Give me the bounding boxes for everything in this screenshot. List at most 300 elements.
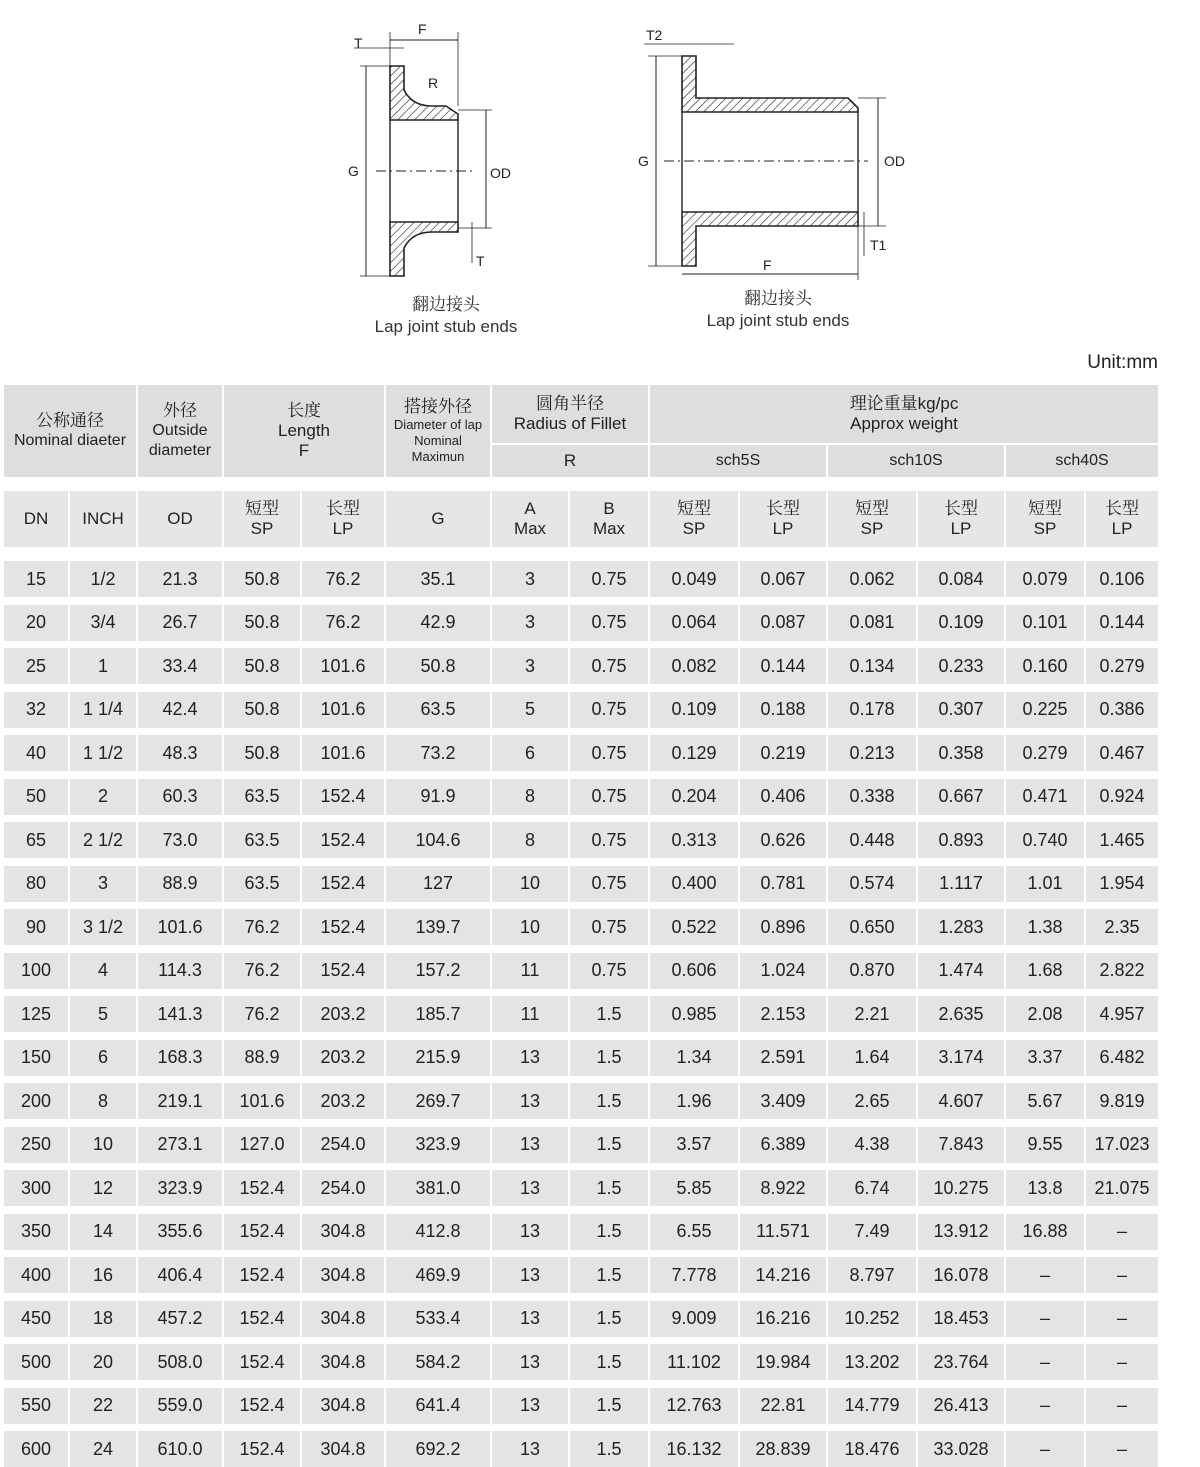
table-cell: 150 bbox=[4, 1040, 70, 1076]
col-sch10s-lp-cn: 长型 bbox=[944, 499, 978, 518]
table-cell: 2 bbox=[70, 779, 138, 815]
table-cell: 1.5 bbox=[570, 1344, 650, 1380]
table-cell: 0.067 bbox=[740, 561, 828, 597]
table-cell: 0.219 bbox=[740, 735, 828, 771]
table-cell: 50.8 bbox=[224, 561, 302, 597]
table-cell: 0.279 bbox=[1006, 735, 1086, 771]
table-cell: 6.389 bbox=[740, 1127, 828, 1163]
table-cell: 0.75 bbox=[570, 648, 650, 684]
weight-header-cn: 理论重量kg/pc bbox=[849, 394, 959, 413]
nominal-header-cn: 公称通径 bbox=[36, 411, 104, 430]
sch10s-header: sch10S bbox=[828, 445, 1006, 479]
table-row bbox=[4, 1344, 1160, 1380]
table-cell: 152.4 bbox=[224, 1344, 302, 1380]
col-sch40s-lp-cn: 长型 bbox=[1105, 499, 1139, 518]
table-cell: 0.188 bbox=[740, 692, 828, 728]
col-sch10s-sp-en: SP bbox=[860, 519, 884, 538]
table-cell: 304.8 bbox=[302, 1388, 386, 1424]
col-od: OD bbox=[138, 491, 224, 549]
dim-t-bottom-label: T bbox=[476, 253, 485, 269]
table-cell: 9.819 bbox=[1086, 1083, 1160, 1119]
table-cell: 18.453 bbox=[918, 1301, 1006, 1337]
col-sch10s-lp bbox=[918, 491, 1006, 549]
table-cell: 3 bbox=[492, 605, 570, 641]
dim-od-label: OD bbox=[884, 153, 905, 169]
table-cell: 0.781 bbox=[740, 866, 828, 902]
table-cell: 0.75 bbox=[570, 866, 650, 902]
table-cell: 1/2 bbox=[70, 561, 138, 597]
table-cell: 273.1 bbox=[138, 1127, 224, 1163]
length-header-f: F bbox=[298, 441, 310, 460]
table-cell: 152.4 bbox=[302, 953, 386, 989]
col-g: G bbox=[386, 491, 492, 549]
table-cell: 13 bbox=[492, 1127, 570, 1163]
table-cell: 200 bbox=[4, 1083, 70, 1119]
table-cell: 3.409 bbox=[740, 1083, 828, 1119]
table-cell: 412.8 bbox=[386, 1214, 492, 1250]
col-len-lp bbox=[302, 491, 386, 549]
table-cell: 21.075 bbox=[1086, 1170, 1160, 1206]
table-cell: – bbox=[1086, 1344, 1160, 1380]
table-cell: 76.2 bbox=[224, 909, 302, 945]
table-cell: 6 bbox=[70, 1040, 138, 1076]
table-cell: – bbox=[1006, 1301, 1086, 1337]
table-cell: 9.009 bbox=[650, 1301, 740, 1337]
table-cell: 0.75 bbox=[570, 822, 650, 858]
table-cell: 10.275 bbox=[918, 1170, 1006, 1206]
col-sch40s-sp-cn: 短型 bbox=[1028, 499, 1062, 518]
table-row bbox=[4, 909, 1160, 945]
table-cell: 1 1/2 bbox=[70, 735, 138, 771]
table-cell: 0.109 bbox=[650, 692, 740, 728]
table-cell: 13 bbox=[492, 1257, 570, 1293]
table-cell: 0.896 bbox=[740, 909, 828, 945]
table-cell: 1.024 bbox=[740, 953, 828, 989]
col-len-sp-en: SP bbox=[250, 519, 274, 538]
table-cell: 13 bbox=[492, 1431, 570, 1467]
table-cell: 469.9 bbox=[386, 1257, 492, 1293]
col-a-label: A bbox=[524, 499, 536, 518]
table-cell: 13 bbox=[492, 1388, 570, 1424]
table-cell: 0.574 bbox=[828, 866, 918, 902]
table-cell: 1.5 bbox=[570, 1170, 650, 1206]
table-cell: 0.893 bbox=[918, 822, 1006, 858]
table-cell: 1.01 bbox=[1006, 866, 1086, 902]
table-cell: 0.338 bbox=[828, 779, 918, 815]
table-cell: 1.117 bbox=[918, 866, 1006, 902]
table-cell: 60.3 bbox=[138, 779, 224, 815]
table-cell: 48.3 bbox=[138, 735, 224, 771]
table-cell: 269.7 bbox=[386, 1083, 492, 1119]
table-cell: 254.0 bbox=[302, 1127, 386, 1163]
table-cell: 600 bbox=[4, 1431, 70, 1467]
table-cell: 559.0 bbox=[138, 1388, 224, 1424]
table-cell: 250 bbox=[4, 1127, 70, 1163]
table-cell: 8.797 bbox=[828, 1257, 918, 1293]
table-cell: 26.7 bbox=[138, 605, 224, 641]
figure-caption-cn: 翻边接头 bbox=[412, 295, 480, 314]
table-cell: 76.2 bbox=[302, 605, 386, 641]
unit-label: Unit:mm bbox=[1087, 352, 1158, 373]
table-cell: 90 bbox=[4, 909, 70, 945]
table-cell: 6.482 bbox=[1086, 1040, 1160, 1076]
lap-header bbox=[386, 385, 492, 479]
table-cell: 5.67 bbox=[1006, 1083, 1086, 1119]
table-cell: 18 bbox=[70, 1301, 138, 1337]
table-cell: 12.763 bbox=[650, 1388, 740, 1424]
table-cell: 101.6 bbox=[138, 909, 224, 945]
table-cell: 0.160 bbox=[1006, 648, 1086, 684]
table-cell: 7.778 bbox=[650, 1257, 740, 1293]
table-cell: 0.109 bbox=[918, 605, 1006, 641]
table-body bbox=[4, 549, 1160, 1467]
table-cell: 6.55 bbox=[650, 1214, 740, 1250]
table-cell: 1.5 bbox=[570, 1257, 650, 1293]
table-cell: 152.4 bbox=[224, 1431, 302, 1467]
table-cell: 16.216 bbox=[740, 1301, 828, 1337]
table-cell: 215.9 bbox=[386, 1040, 492, 1076]
table-cell: 0.279 bbox=[1086, 648, 1160, 684]
lap-header-en1: Diameter of lap bbox=[393, 417, 483, 432]
table-row bbox=[4, 735, 1160, 771]
table-cell: 5.85 bbox=[650, 1170, 740, 1206]
table-cell: 10.252 bbox=[828, 1301, 918, 1337]
lap-header-cn: 搭接外径 bbox=[404, 397, 472, 416]
table-cell: 304.8 bbox=[302, 1257, 386, 1293]
table-cell: 152.4 bbox=[224, 1214, 302, 1250]
table-cell: 1.5 bbox=[570, 1388, 650, 1424]
table-cell: 1 1/4 bbox=[70, 692, 138, 728]
table-cell: 7.49 bbox=[828, 1214, 918, 1250]
table-cell: 152.4 bbox=[224, 1301, 302, 1337]
table-row bbox=[4, 1040, 1160, 1076]
nominal-header-en: Nominal diaeter bbox=[13, 432, 127, 449]
col-sch10s-lp-en: LP bbox=[950, 519, 972, 538]
table-cell: 152.4 bbox=[302, 779, 386, 815]
table-cell: 0.178 bbox=[828, 692, 918, 728]
dim-r-label: R bbox=[428, 75, 439, 91]
table-cell: 1.5 bbox=[570, 1127, 650, 1163]
table-cell: 24 bbox=[70, 1431, 138, 1467]
col-sch40s-lp bbox=[1086, 491, 1160, 549]
col-sch5s-sp-en: SP bbox=[682, 519, 706, 538]
table-cell: 13 bbox=[492, 1344, 570, 1380]
table-cell: 610.0 bbox=[138, 1431, 224, 1467]
table-cell: 20 bbox=[70, 1344, 138, 1380]
table-cell: 8 bbox=[70, 1083, 138, 1119]
lap-header-en2: Nominal bbox=[414, 433, 462, 448]
table-cell: 304.8 bbox=[302, 1301, 386, 1337]
od-header-en2: diameter bbox=[148, 442, 212, 459]
table-cell: 0.134 bbox=[828, 648, 918, 684]
table-cell: 33.028 bbox=[918, 1431, 1006, 1467]
table-cell: 508.0 bbox=[138, 1344, 224, 1380]
table-cell: 152.4 bbox=[302, 909, 386, 945]
table-cell: 0.924 bbox=[1086, 779, 1160, 815]
od-header bbox=[138, 385, 224, 479]
table-cell: 0.049 bbox=[650, 561, 740, 597]
table-row bbox=[4, 561, 1160, 597]
table-cell: 185.7 bbox=[386, 996, 492, 1032]
table-cell: 13.912 bbox=[918, 1214, 1006, 1250]
table-cell: 450 bbox=[4, 1301, 70, 1337]
table-cell: 0.740 bbox=[1006, 822, 1086, 858]
table-cell: 4.607 bbox=[918, 1083, 1006, 1119]
table-cell: 23.764 bbox=[918, 1344, 1006, 1380]
col-len-sp bbox=[224, 491, 302, 549]
col-b-max: Max bbox=[592, 519, 626, 538]
fillet-header bbox=[492, 385, 650, 445]
col-len-lp-en: LP bbox=[332, 519, 354, 538]
col-sch5s-sp bbox=[650, 491, 740, 549]
table-cell: 7.843 bbox=[918, 1127, 1006, 1163]
table-cell: 0.606 bbox=[650, 953, 740, 989]
table-cell: 12 bbox=[70, 1170, 138, 1206]
table-cell: 0.144 bbox=[740, 648, 828, 684]
table-cell: 101.6 bbox=[224, 1083, 302, 1119]
table-cell: 88.9 bbox=[138, 866, 224, 902]
table-cell: 13 bbox=[492, 1040, 570, 1076]
table-cell: 0.985 bbox=[650, 996, 740, 1032]
col-b bbox=[570, 491, 650, 549]
table-cell: 50.8 bbox=[386, 648, 492, 684]
table-cell: 65 bbox=[4, 822, 70, 858]
table-cell: – bbox=[1086, 1431, 1160, 1467]
table-row bbox=[4, 822, 1160, 858]
table-row bbox=[4, 1214, 1160, 1250]
col-sch40s-lp-en: LP bbox=[1111, 519, 1133, 538]
table-cell: 0.650 bbox=[828, 909, 918, 945]
table-cell: 400 bbox=[4, 1257, 70, 1293]
table-cell: 0.667 bbox=[918, 779, 1006, 815]
table-row bbox=[4, 1301, 1160, 1337]
table-cell: 76.2 bbox=[224, 953, 302, 989]
table-cell: 10 bbox=[492, 866, 570, 902]
col-a bbox=[492, 491, 570, 549]
table-cell: 323.9 bbox=[138, 1170, 224, 1206]
fillet-header-cn: 圆角半径 bbox=[536, 394, 604, 413]
table-cell: 4 bbox=[70, 953, 138, 989]
table-cell: – bbox=[1086, 1301, 1160, 1337]
table-row bbox=[4, 1127, 1160, 1163]
table-cell: 80 bbox=[4, 866, 70, 902]
table-cell: 1.283 bbox=[918, 909, 1006, 945]
table-cell: 10 bbox=[492, 909, 570, 945]
table-cell: 203.2 bbox=[302, 1083, 386, 1119]
table-cell: – bbox=[1006, 1431, 1086, 1467]
table-cell: 18.476 bbox=[828, 1431, 918, 1467]
table-cell: 457.2 bbox=[138, 1301, 224, 1337]
table-cell: 13 bbox=[492, 1214, 570, 1250]
table-cell: – bbox=[1086, 1388, 1160, 1424]
table-cell: 254.0 bbox=[302, 1170, 386, 1206]
dimension-table bbox=[4, 385, 1160, 1467]
table-cell: 0.406 bbox=[740, 779, 828, 815]
table-cell: 1.34 bbox=[650, 1040, 740, 1076]
dim-g-label: G bbox=[348, 163, 359, 179]
col-len-lp-cn: 长型 bbox=[326, 499, 360, 518]
table-cell: 0.386 bbox=[1086, 692, 1160, 728]
table-cell: 50.8 bbox=[224, 735, 302, 771]
table-row bbox=[4, 648, 1160, 684]
od-header-en1: Outside bbox=[152, 422, 208, 439]
table-cell: 5 bbox=[492, 692, 570, 728]
table-cell: – bbox=[1006, 1257, 1086, 1293]
table-cell: 22 bbox=[70, 1388, 138, 1424]
table-cell: 168.3 bbox=[138, 1040, 224, 1076]
col-sch5s-lp-en: LP bbox=[772, 519, 794, 538]
table-cell: 76.2 bbox=[224, 996, 302, 1032]
table-cell: 63.5 bbox=[224, 866, 302, 902]
table-cell: 152.4 bbox=[224, 1170, 302, 1206]
dim-od-label: OD bbox=[490, 165, 511, 181]
table-cell: 2.635 bbox=[918, 996, 1006, 1032]
dim-t2-label: T2 bbox=[646, 27, 663, 43]
table-cell: 3 bbox=[492, 648, 570, 684]
table-cell: 104.6 bbox=[386, 822, 492, 858]
table-cell: 1.5 bbox=[570, 1214, 650, 1250]
table-row bbox=[4, 953, 1160, 989]
table-cell: 0.313 bbox=[650, 822, 740, 858]
length-header-cn: 长度 bbox=[287, 401, 321, 420]
table-cell: 50 bbox=[4, 779, 70, 815]
table-cell: 5 bbox=[70, 996, 138, 1032]
table-cell: 13 bbox=[492, 1083, 570, 1119]
table-cell: 139.7 bbox=[386, 909, 492, 945]
table-cell: 0.233 bbox=[918, 648, 1006, 684]
table-cell: 1.96 bbox=[650, 1083, 740, 1119]
table-cell: 3 1/2 bbox=[70, 909, 138, 945]
table-cell: 42.9 bbox=[386, 605, 492, 641]
table-cell: 219.1 bbox=[138, 1083, 224, 1119]
length-header-en: Length bbox=[278, 421, 330, 440]
table-cell: – bbox=[1006, 1388, 1086, 1424]
table-cell: 0.467 bbox=[1086, 735, 1160, 771]
table-cell: 1.5 bbox=[570, 1040, 650, 1076]
table-cell: 1.465 bbox=[1086, 822, 1160, 858]
sch40s-header: sch40S bbox=[1006, 445, 1160, 479]
table-cell: 33.4 bbox=[138, 648, 224, 684]
table-cell: 0.75 bbox=[570, 779, 650, 815]
table-cell: 125 bbox=[4, 996, 70, 1032]
table-cell: 50.8 bbox=[224, 692, 302, 728]
table-cell: 381.0 bbox=[386, 1170, 492, 1206]
col-a-max: Max bbox=[513, 519, 547, 538]
table-cell: 63.5 bbox=[224, 779, 302, 815]
table-cell: 11.571 bbox=[740, 1214, 828, 1250]
table-cell: 15 bbox=[4, 561, 70, 597]
col-dn: DN bbox=[4, 491, 70, 549]
table-cell: 0.75 bbox=[570, 692, 650, 728]
table-cell: 32 bbox=[4, 692, 70, 728]
col-sch40s-sp-en: SP bbox=[1033, 519, 1057, 538]
table-cell: 26.413 bbox=[918, 1388, 1006, 1424]
table-cell: 127.0 bbox=[224, 1127, 302, 1163]
table-cell: 10 bbox=[70, 1127, 138, 1163]
table-cell: 2.153 bbox=[740, 996, 828, 1032]
col-sch10s-sp bbox=[828, 491, 918, 549]
table-cell: 1.68 bbox=[1006, 953, 1086, 989]
length-header bbox=[224, 385, 386, 479]
table-cell: 0.204 bbox=[650, 779, 740, 815]
table-cell: 141.3 bbox=[138, 996, 224, 1032]
table-cell: 19.984 bbox=[740, 1344, 828, 1380]
table-cell: 13.8 bbox=[1006, 1170, 1086, 1206]
table-cell: 0.75 bbox=[570, 735, 650, 771]
table-cell: 3 bbox=[70, 866, 138, 902]
table-cell: 16.078 bbox=[918, 1257, 1006, 1293]
table-cell: 0.75 bbox=[570, 605, 650, 641]
table-cell: 50.8 bbox=[224, 605, 302, 641]
table-cell: 1.5 bbox=[570, 996, 650, 1032]
dim-f-label: F bbox=[418, 21, 427, 37]
table-cell: 152.4 bbox=[302, 866, 386, 902]
table-cell: 4.957 bbox=[1086, 996, 1160, 1032]
figure-caption-cn: 翻边接头 bbox=[744, 289, 812, 308]
figure-caption-en: Lap joint stub ends bbox=[374, 317, 518, 336]
table-cell: 14 bbox=[70, 1214, 138, 1250]
table-cell: – bbox=[1086, 1257, 1160, 1293]
table-cell: 350 bbox=[4, 1214, 70, 1250]
table-cell: 2.21 bbox=[828, 996, 918, 1032]
table-cell: 17.023 bbox=[1086, 1127, 1160, 1163]
table-cell: 0.129 bbox=[650, 735, 740, 771]
table-cell: 73.2 bbox=[386, 735, 492, 771]
table-row bbox=[4, 1431, 1160, 1467]
table-cell: 3.174 bbox=[918, 1040, 1006, 1076]
table-cell: 0.225 bbox=[1006, 692, 1086, 728]
table-cell: 50.8 bbox=[224, 648, 302, 684]
table-cell: 1.38 bbox=[1006, 909, 1086, 945]
table-cell: 11 bbox=[492, 996, 570, 1032]
table-row bbox=[4, 1083, 1160, 1119]
table-cell: 101.6 bbox=[302, 648, 386, 684]
figure-caption-en: Lap joint stub ends bbox=[706, 311, 850, 330]
table-cell: 3/4 bbox=[70, 605, 138, 641]
table-cell: 0.400 bbox=[650, 866, 740, 902]
table-cell: 152.4 bbox=[224, 1257, 302, 1293]
col-sch40s-sp bbox=[1006, 491, 1086, 549]
table-cell: 550 bbox=[4, 1388, 70, 1424]
table-row bbox=[4, 1388, 1160, 1424]
table-cell: 152.4 bbox=[302, 822, 386, 858]
table-cell: 63.5 bbox=[224, 822, 302, 858]
col-sch5s-lp bbox=[740, 491, 828, 549]
table-row bbox=[4, 1170, 1160, 1206]
table-cell: 14.216 bbox=[740, 1257, 828, 1293]
weight-header-en: Approx weight bbox=[850, 414, 958, 433]
table-cell: 0.358 bbox=[918, 735, 1006, 771]
table-cell: 0.079 bbox=[1006, 561, 1086, 597]
table-cell: 1.5 bbox=[570, 1083, 650, 1119]
table-cell: 40 bbox=[4, 735, 70, 771]
table-cell: 0.064 bbox=[650, 605, 740, 641]
table-cell: 127 bbox=[386, 866, 492, 902]
table-cell: 0.448 bbox=[828, 822, 918, 858]
table-cell: 2.65 bbox=[828, 1083, 918, 1119]
dim-f-label: F bbox=[763, 257, 772, 273]
table-cell: 114.3 bbox=[138, 953, 224, 989]
dim-t-label: T bbox=[354, 35, 363, 51]
table-cell: 11.102 bbox=[650, 1344, 740, 1380]
table-cell: 16.132 bbox=[650, 1431, 740, 1467]
table-cell: 28.839 bbox=[740, 1431, 828, 1467]
sch5s-header: sch5S bbox=[650, 445, 828, 479]
weight-header bbox=[650, 385, 1160, 445]
table-cell: 0.081 bbox=[828, 605, 918, 641]
table-cell: 3 bbox=[492, 561, 570, 597]
table-cell: 76.2 bbox=[302, 561, 386, 597]
